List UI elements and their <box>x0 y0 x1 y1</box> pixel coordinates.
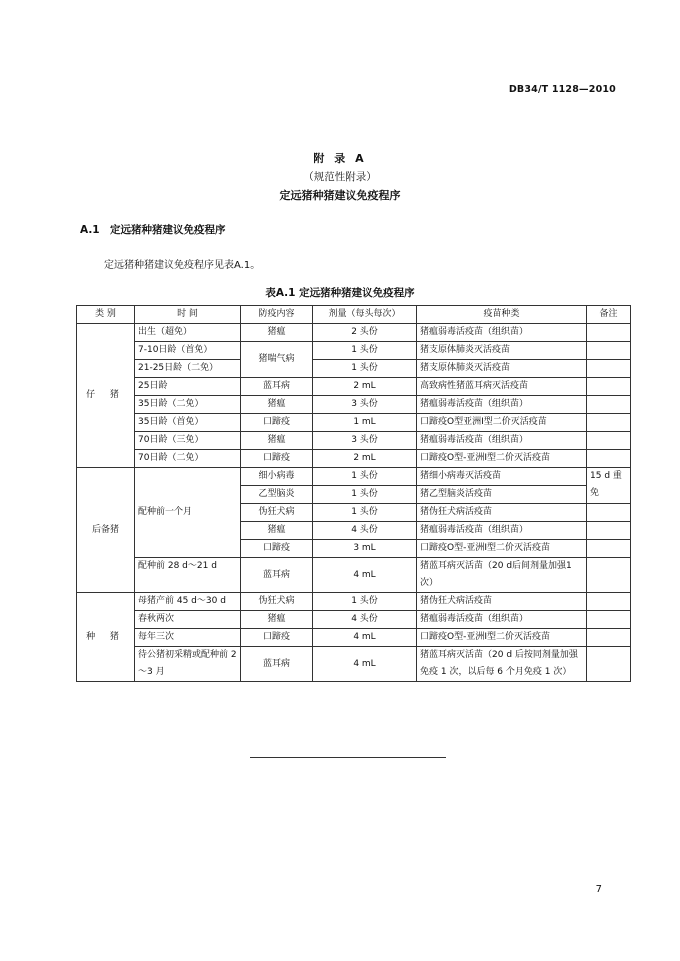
table-row <box>77 378 631 396</box>
time-cell: 待公猪初采精或配种前 2～3 月 <box>135 647 241 682</box>
header-vaccine: 疫苗种类 <box>417 306 587 324</box>
dose-cell: 1 头份 <box>313 593 417 611</box>
disease-cell: 口蹄疫 <box>241 450 313 468</box>
dose-cell: 4 mL <box>313 647 417 682</box>
dose-cell: 1 头份 <box>313 486 417 504</box>
intro-paragraph: 定远猪种猪建议免疫程序见表A.1。 <box>104 260 261 271</box>
vaccine-cell: 猪瘟弱毒活疫苗（组织苗） <box>417 522 587 540</box>
vaccine-cell: 猪蓝耳病灭活苗（20 d 后按同剂量加强免疫 1 次，以后每 6 个月免疫 1 次） <box>417 647 587 682</box>
vaccine-cell: 口蹄疫O型-亚洲Ⅰ型二价灭活疫苗 <box>417 450 587 468</box>
disease-cell: 细小病毒 <box>241 468 313 486</box>
table-header-row <box>77 306 631 324</box>
vaccine-cell: 高致病性猪蓝耳病灭活疫苗 <box>417 378 587 396</box>
table-row <box>77 611 631 629</box>
vaccine-cell: 猪细小病毒灭活疫苗 <box>417 468 587 486</box>
footnote-divider <box>250 757 446 758</box>
remark-cell <box>587 378 631 396</box>
section-number: A.1 <box>80 224 100 236</box>
table-row <box>77 432 631 450</box>
disease-cell: 猪瘟 <box>241 432 313 450</box>
time-cell: 配种前一个月 <box>135 468 241 558</box>
disease-cell: 猪瘟 <box>241 324 313 342</box>
remark-cell <box>587 450 631 468</box>
vaccine-cell: 口蹄疫O型-亚洲Ⅰ型二价灭活疫苗 <box>417 540 587 558</box>
table-row <box>77 468 631 486</box>
header-dose: 剂量（每头每次） <box>313 306 417 324</box>
section-title: 定远猪种猪建议免疫程序 <box>110 224 226 236</box>
time-cell: 春秋两次 <box>135 611 241 629</box>
standard-code: DB34/T 1128—2010 <box>508 84 616 95</box>
table-row <box>77 324 631 342</box>
vaccine-cell: 口蹄疫O型-亚洲Ⅰ型二价灭活疫苗 <box>417 629 587 647</box>
dose-cell: 1 头份 <box>313 504 417 522</box>
table-row <box>77 629 631 647</box>
dose-cell: 2 mL <box>313 450 417 468</box>
disease-cell: 蓝耳病 <box>241 558 313 593</box>
time-cell: 70日龄（三免） <box>135 432 241 450</box>
dose-cell: 4 头份 <box>313 522 417 540</box>
remark-cell <box>587 593 631 611</box>
table-row <box>77 593 631 611</box>
time-cell: 21-25日龄（二免） <box>135 360 241 378</box>
disease-cell: 猪喘气病 <box>241 342 313 378</box>
immunization-table <box>76 305 631 682</box>
time-cell: 35日龄（首免） <box>135 414 241 432</box>
disease-cell: 乙型脑炎 <box>241 486 313 504</box>
remark-cell <box>587 611 631 629</box>
table-row <box>77 414 631 432</box>
dose-cell: 3 mL <box>313 540 417 558</box>
vaccine-cell: 猪瘟弱毒活疫苗（组织苗） <box>417 432 587 450</box>
dose-cell: 1 mL <box>313 414 417 432</box>
time-cell: 每年三次 <box>135 629 241 647</box>
dose-cell: 1 头份 <box>313 360 417 378</box>
appendix-title: 附 录 A <box>313 152 367 165</box>
vaccine-cell: 猪瘟弱毒活疫苗（组织苗） <box>417 396 587 414</box>
dose-cell: 3 头份 <box>313 396 417 414</box>
disease-cell: 伪狂犬病 <box>241 593 313 611</box>
time-cell: 70日龄（二免） <box>135 450 241 468</box>
vaccine-cell: 猪伪狂犬病活疫苗 <box>417 593 587 611</box>
header-disease: 防疫内容 <box>241 306 313 324</box>
category-cell: 种 猪 <box>77 593 135 682</box>
remark-cell <box>587 540 631 558</box>
remark-cell <box>587 342 631 360</box>
remark-cell <box>587 360 631 378</box>
remark-cell <box>587 414 631 432</box>
dose-cell: 4 mL <box>313 558 417 593</box>
category-cell: 仔 猪 <box>77 324 135 468</box>
disease-cell: 蓝耳病 <box>241 378 313 396</box>
vaccine-cell: 猪瘟弱毒活疫苗（组织苗） <box>417 324 587 342</box>
time-cell: 出生（超免） <box>135 324 241 342</box>
vaccine-cell: 猪乙型脑炎活疫苗 <box>417 486 587 504</box>
remark-cell <box>587 629 631 647</box>
remark-cell: 15 d 重免 <box>587 468 631 504</box>
dose-cell: 1 头份 <box>313 468 417 486</box>
header-time: 时 间 <box>135 306 241 324</box>
vaccine-cell: 猪伪狂犬病活疫苗 <box>417 504 587 522</box>
vaccine-cell: 猪支原体肺炎灭活疫苗 <box>417 342 587 360</box>
time-cell: 7-10日龄（首免） <box>135 342 241 360</box>
time-cell: 35日龄（二免） <box>135 396 241 414</box>
remark-cell <box>587 647 631 682</box>
dose-cell: 2 头份 <box>313 324 417 342</box>
dose-cell: 4 mL <box>313 629 417 647</box>
disease-cell: 猪瘟 <box>241 522 313 540</box>
remark-cell <box>587 324 631 342</box>
header-category: 类 别 <box>77 306 135 324</box>
table-row <box>77 450 631 468</box>
category-cell: 后备猪 <box>77 468 135 593</box>
vaccine-cell: 猪瘟弱毒活疫苗（组织苗） <box>417 611 587 629</box>
header-remark: 备注 <box>587 306 631 324</box>
disease-cell: 伪狂犬病 <box>241 504 313 522</box>
table-row <box>77 396 631 414</box>
disease-cell: 口蹄疫 <box>241 414 313 432</box>
section-heading <box>80 222 226 237</box>
remark-cell <box>587 504 631 522</box>
disease-cell: 猪瘟 <box>241 396 313 414</box>
appendix-name: 定远猪种猪建议免疫程序 <box>279 189 401 202</box>
table-caption: 表A.1 定远猪种猪建议免疫程序 <box>265 287 415 299</box>
dose-cell: 2 mL <box>313 378 417 396</box>
vaccine-cell: 猪支原体肺炎灭活疫苗 <box>417 360 587 378</box>
remark-cell <box>587 432 631 450</box>
disease-cell: 蓝耳病 <box>241 647 313 682</box>
disease-cell: 猪瘟 <box>241 611 313 629</box>
table-row <box>77 360 631 378</box>
time-cell: 母猪产前 45 d～30 d <box>135 593 241 611</box>
page-number: 7 <box>595 884 602 895</box>
disease-cell: 口蹄疫 <box>241 540 313 558</box>
time-cell: 25日龄 <box>135 378 241 396</box>
vaccine-cell: 口蹄疫O型亚洲Ⅰ型二价灭活疫苗 <box>417 414 587 432</box>
vaccine-cell: 猪蓝耳病灭活苗（20 d后间剂量加强1次） <box>417 558 587 593</box>
table-row <box>77 342 631 360</box>
time-cell: 配种前 28 d～21 d <box>135 558 241 593</box>
dose-cell: 4 头份 <box>313 611 417 629</box>
appendix-subtitle: （规范性附录） <box>303 171 377 183</box>
disease-cell: 口蹄疫 <box>241 629 313 647</box>
remark-cell <box>587 558 631 593</box>
remark-cell <box>587 522 631 540</box>
remark-cell <box>587 396 631 414</box>
dose-cell: 1 头份 <box>313 342 417 360</box>
dose-cell: 3 头份 <box>313 432 417 450</box>
